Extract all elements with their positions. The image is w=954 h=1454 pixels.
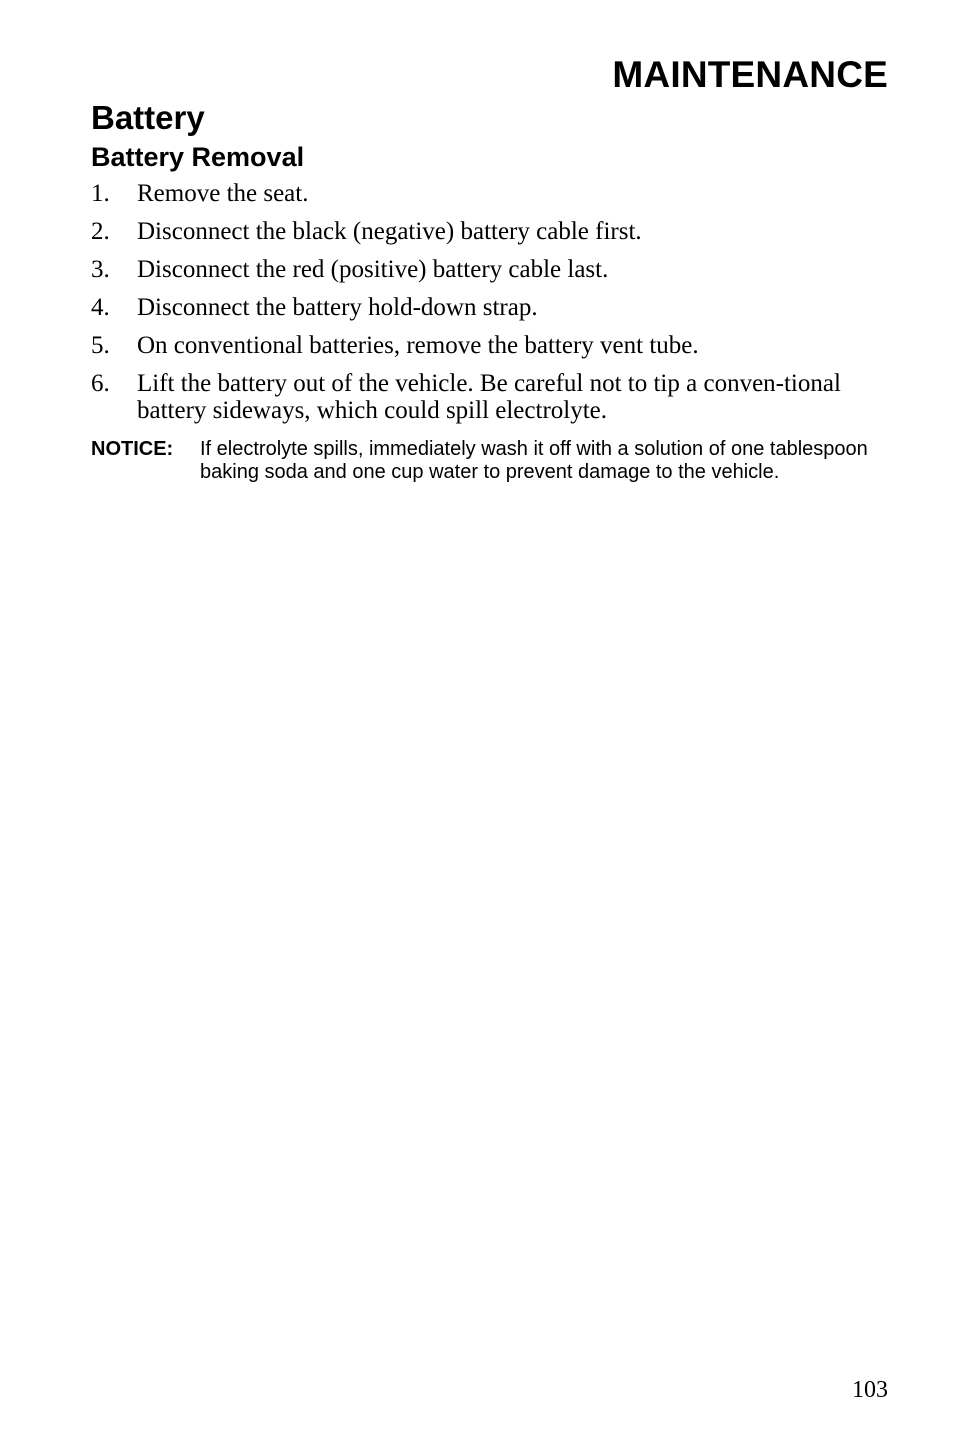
step-text: On conventional batteries, remove the battery vent tube. (137, 332, 699, 359)
step-item (91, 332, 881, 359)
step-number: 2. (91, 218, 110, 245)
section-title: MAINTENANCE (612, 54, 888, 95)
notice-label: NOTICE: (91, 438, 174, 460)
step-text: Lift the battery out of the vehicle. Be careful not to tip a conven-tional battery sideways, which could spill electrolyte. (137, 370, 841, 424)
step-text: Disconnect the battery hold-down strap. (137, 294, 538, 321)
step-text: Disconnect the red (positive) battery cable last. (137, 256, 609, 283)
step-number: 5. (91, 332, 110, 359)
step-number: 3. (91, 256, 110, 283)
step-number: 6. (91, 370, 110, 397)
step-item (91, 370, 881, 424)
step-text: Remove the seat. (137, 180, 309, 207)
page-number: 103 (852, 1377, 888, 1403)
removal-steps-list (91, 180, 881, 435)
step-item (91, 218, 881, 245)
step-number: 1. (91, 180, 110, 207)
step-item (91, 180, 881, 207)
step-number: 4. (91, 294, 110, 321)
page-subheading: Battery Removal (91, 142, 305, 172)
step-item (91, 256, 881, 283)
notice-block (91, 438, 891, 483)
page-heading: Battery (91, 99, 205, 136)
notice-text: If electrolyte spills, immediately wash it off with a solution of one tablespoon baking soda and one cup water to prevent damage to the vehicle. (200, 438, 868, 483)
step-text: Disconnect the black (negative) battery cable first. (137, 218, 642, 245)
step-item (91, 294, 881, 321)
